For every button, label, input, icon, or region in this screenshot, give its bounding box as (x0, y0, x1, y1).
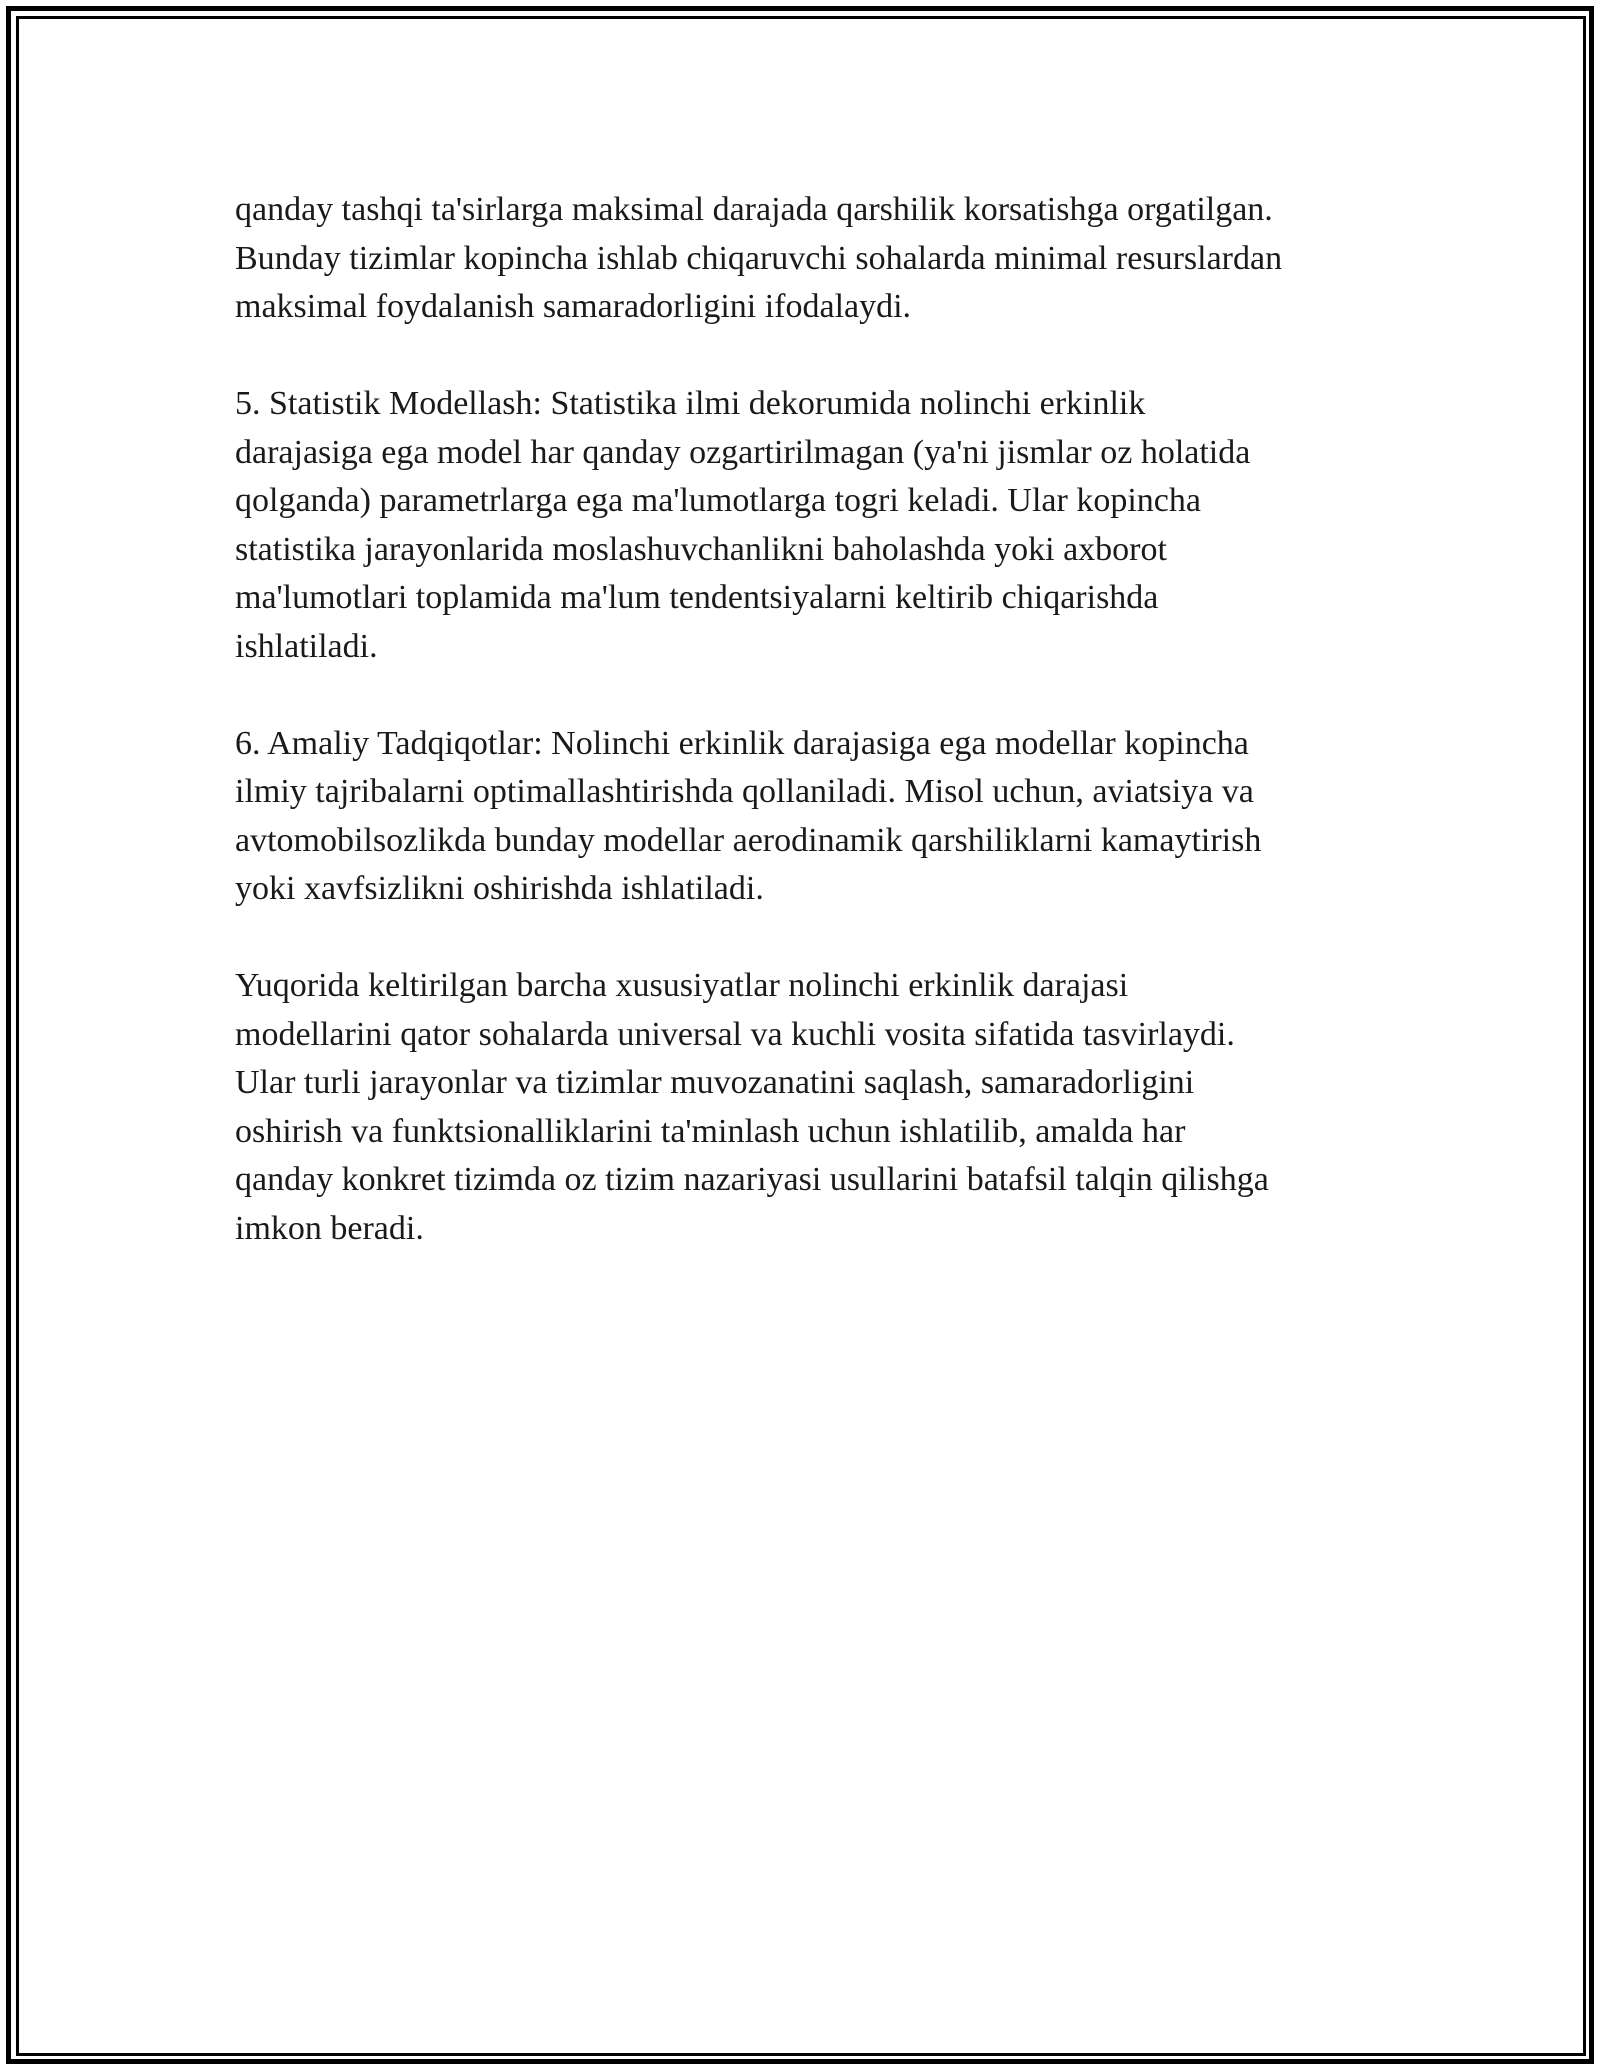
text-line: darajasiga ega model har qanday ozgartirilmagan (ya'ni jismlar oz holatida (235, 433, 1251, 471)
text-line: ilmiy tajribalarni optimallashtirishda qollaniladi. Misol uchun, aviatsiya va (235, 773, 1254, 810)
text-line: ma'lumotlari toplamida ma'lum tendentsiyalarni keltirib chiqarishda (235, 579, 1159, 616)
text-line: statistika jarayonlarida moslashuvchanlikni baholashda yoki axborot (235, 530, 1167, 568)
text-line: imkon beradi. (235, 1209, 424, 1247)
text-line: qolganda) parametrlarga ega ma'lumotlarga togri keladi. Ular kopincha (235, 482, 1201, 519)
text-line: yoki xavfsizlikni oshirishda ishlatiladi. (235, 870, 764, 907)
text-line: qanday tashqi ta'sirlarga maksimal darajada qarshilik korsatishga orgatilgan. (235, 191, 1273, 228)
document-body (235, 186, 1385, 1302)
text-line: Yuqorida keltirilgan barcha xususiyatlar nolinchi erkinlik darajasi (235, 967, 1129, 1004)
text-line: 5. Statistik Modellash: Statistika ilmi dekorumida nolinchi erkinlik (235, 385, 1146, 422)
paragraph-continuation (235, 186, 1385, 332)
text-line: avtomobilsozlikda bunday modellar aerodinamik qarshiliklarni kamaytirish (235, 821, 1262, 859)
text-line: ishlatiladi. (235, 627, 378, 665)
paragraph-statistik-modellash (235, 380, 1385, 671)
text-line: maksimal foydalanish samaradorligini ifodalaydi. (235, 288, 912, 325)
paragraph-conclusion (235, 962, 1385, 1253)
paragraph-amaliy-tadqiqotlar (235, 720, 1385, 914)
text-line: Ular turli jarayonlar va tizimlar muvozanatini saqlash, samaradorligini (235, 1064, 1195, 1101)
text-line: Bunday tizimlar kopincha ishlab chiqaruvchi sohalarda minimal resurslardan (235, 239, 1283, 277)
text-line: modellarini qator sohalarda universal va kuchli vosita sifatida tasvirlaydi. (235, 1015, 1235, 1053)
text-line: qanday konkret tizimda oz tizim nazariyasi usullarini batafsil talqin qilishga (235, 1161, 1269, 1198)
text-line: oshirish va funktsionalliklarini ta'minlash uchun ishlatilib, amalda har (235, 1112, 1186, 1150)
text-line: 6. Amaliy Tadqiqotlar: Nolinchi erkinlik darajasiga ega modellar kopincha (235, 724, 1249, 762)
